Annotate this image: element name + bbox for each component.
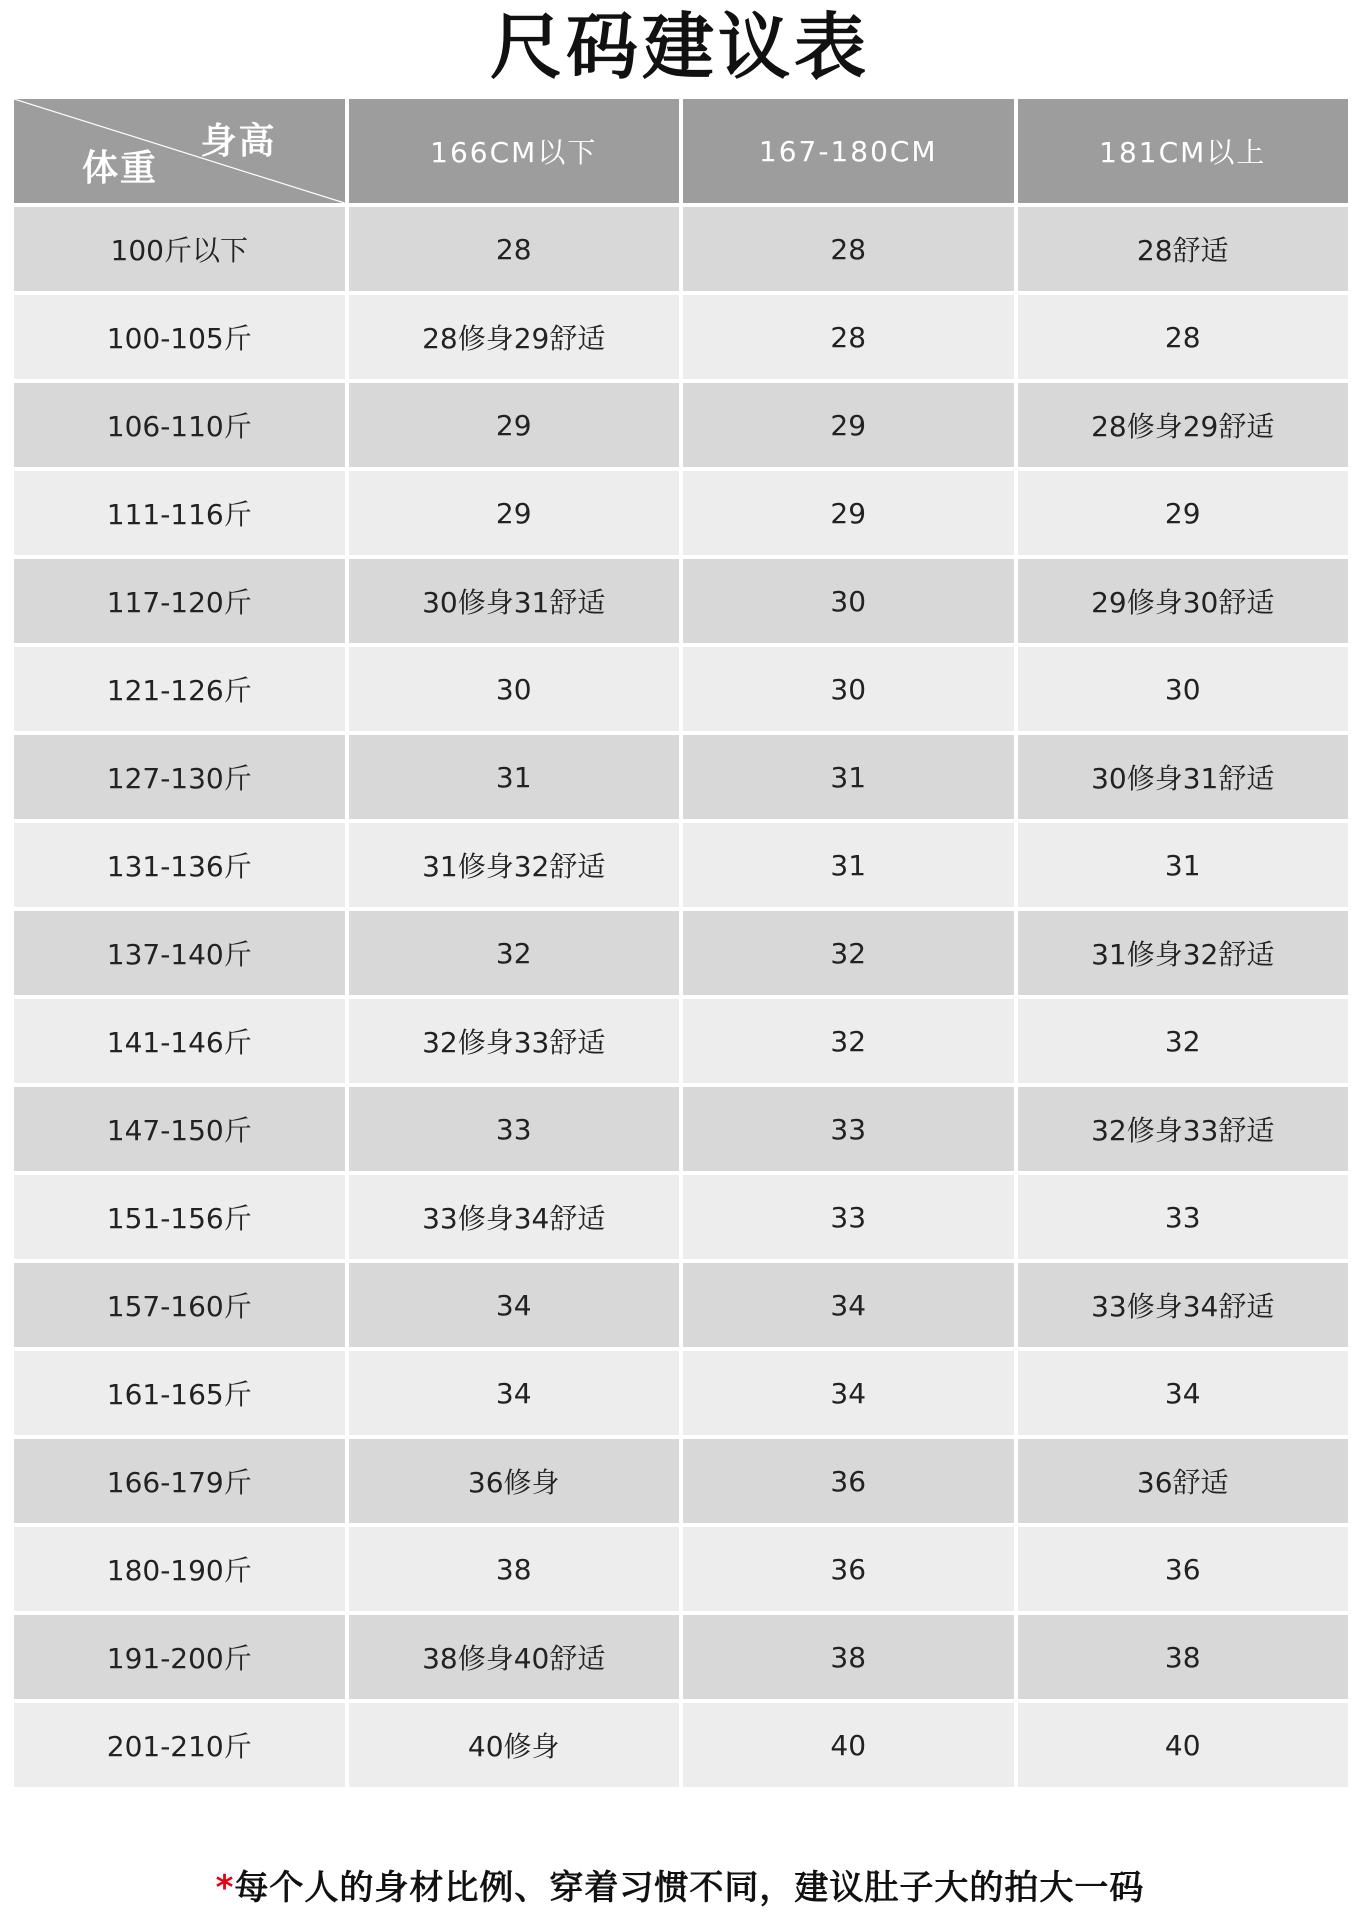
table-row bbox=[14, 1615, 1348, 1699]
table-row bbox=[14, 1703, 1348, 1787]
column-header: 181CM以上 bbox=[1018, 99, 1349, 203]
weight-cell: 100-105斤 bbox=[14, 295, 345, 379]
size-cell: 38修身40舒适 bbox=[349, 1615, 680, 1699]
size-cell: 32 bbox=[349, 911, 680, 995]
header-row bbox=[14, 99, 1348, 203]
corner-height-label: 身高 bbox=[200, 121, 277, 162]
star-icon: * bbox=[215, 1868, 235, 1908]
table-row bbox=[14, 1351, 1348, 1435]
size-cell: 28 bbox=[1018, 295, 1349, 379]
size-cell: 38 bbox=[683, 1615, 1014, 1699]
size-cell: 36 bbox=[683, 1527, 1014, 1611]
corner-header-cell bbox=[14, 99, 345, 203]
size-table bbox=[10, 95, 1352, 1791]
size-cell: 32修身33舒适 bbox=[349, 999, 680, 1083]
table-row bbox=[14, 207, 1348, 291]
size-cell: 38 bbox=[1018, 1615, 1349, 1699]
table-row bbox=[14, 471, 1348, 555]
column-header: 166CM以下 bbox=[349, 99, 680, 203]
size-cell: 34 bbox=[349, 1351, 680, 1435]
size-cell: 31 bbox=[349, 735, 680, 819]
weight-cell: 127-130斤 bbox=[14, 735, 345, 819]
table-row bbox=[14, 295, 1348, 379]
size-cell: 34 bbox=[683, 1263, 1014, 1347]
footer-note-text: 每个人的身材比例、穿着习惯不同，建议肚子大的拍大一码 bbox=[234, 1868, 1145, 1908]
size-cell: 29 bbox=[349, 471, 680, 555]
size-cell: 29 bbox=[349, 383, 680, 467]
size-cell: 28 bbox=[349, 207, 680, 291]
weight-cell: 147-150斤 bbox=[14, 1087, 345, 1171]
size-cell: 31 bbox=[683, 823, 1014, 907]
size-cell: 30修身31舒适 bbox=[1018, 735, 1349, 819]
weight-cell: 166-179斤 bbox=[14, 1439, 345, 1523]
size-cell: 31修身32舒适 bbox=[1018, 911, 1349, 995]
size-cell: 28舒适 bbox=[1018, 207, 1349, 291]
size-cell: 28 bbox=[683, 295, 1014, 379]
table-body bbox=[14, 207, 1348, 1787]
table-row bbox=[14, 823, 1348, 907]
size-cell: 31修身32舒适 bbox=[349, 823, 680, 907]
table-row bbox=[14, 1527, 1348, 1611]
size-cell: 32 bbox=[683, 999, 1014, 1083]
table-row bbox=[14, 999, 1348, 1083]
size-cell: 29 bbox=[683, 383, 1014, 467]
table-row bbox=[14, 1263, 1348, 1347]
table-row bbox=[14, 911, 1348, 995]
size-cell: 34 bbox=[349, 1263, 680, 1347]
table-row bbox=[14, 735, 1348, 819]
size-cell: 33 bbox=[349, 1087, 680, 1171]
size-cell: 40 bbox=[1018, 1703, 1349, 1787]
size-cell: 40 bbox=[683, 1703, 1014, 1787]
column-header: 167-180CM bbox=[683, 99, 1014, 203]
table-row bbox=[14, 383, 1348, 467]
size-cell: 33 bbox=[683, 1087, 1014, 1171]
weight-cell: 111-116斤 bbox=[14, 471, 345, 555]
size-cell: 33修身34舒适 bbox=[1018, 1263, 1349, 1347]
table-row bbox=[14, 1175, 1348, 1259]
size-cell: 34 bbox=[1018, 1351, 1349, 1435]
corner-weight-label: 体重 bbox=[82, 148, 159, 189]
weight-cell: 141-146斤 bbox=[14, 999, 345, 1083]
size-cell: 30修身31舒适 bbox=[349, 559, 680, 643]
weight-cell: 151-156斤 bbox=[14, 1175, 345, 1259]
weight-cell: 157-160斤 bbox=[14, 1263, 345, 1347]
size-cell: 28修身29舒适 bbox=[1018, 383, 1349, 467]
size-cell: 30 bbox=[683, 559, 1014, 643]
size-cell: 32修身33舒适 bbox=[1018, 1087, 1349, 1171]
size-cell: 31 bbox=[1018, 823, 1349, 907]
table-row bbox=[14, 559, 1348, 643]
size-cell: 34 bbox=[683, 1351, 1014, 1435]
weight-cell: 191-200斤 bbox=[14, 1615, 345, 1699]
weight-cell: 137-140斤 bbox=[14, 911, 345, 995]
size-cell: 29 bbox=[1018, 471, 1349, 555]
size-cell: 36 bbox=[683, 1439, 1014, 1523]
size-cell: 33 bbox=[1018, 1175, 1349, 1259]
weight-cell: 117-120斤 bbox=[14, 559, 345, 643]
weight-cell: 180-190斤 bbox=[14, 1527, 345, 1611]
size-cell: 36 bbox=[1018, 1527, 1349, 1611]
size-cell: 29 bbox=[683, 471, 1014, 555]
page-title: 尺码建议表 bbox=[489, 5, 870, 89]
size-cell: 33 bbox=[683, 1175, 1014, 1259]
size-cell: 38 bbox=[349, 1527, 680, 1611]
size-cell: 36修身 bbox=[349, 1439, 680, 1523]
table-row bbox=[14, 1439, 1348, 1523]
table-row bbox=[14, 647, 1348, 731]
weight-cell: 131-136斤 bbox=[14, 823, 345, 907]
size-cell: 32 bbox=[683, 911, 1014, 995]
size-cell: 28 bbox=[683, 207, 1014, 291]
size-cell: 28修身29舒适 bbox=[349, 295, 680, 379]
footer-note bbox=[0, 1860, 1360, 1909]
size-cell: 31 bbox=[683, 735, 1014, 819]
size-cell: 33修身34舒适 bbox=[349, 1175, 680, 1259]
size-cell: 30 bbox=[349, 647, 680, 731]
weight-cell: 121-126斤 bbox=[14, 647, 345, 731]
weight-cell: 100斤以下 bbox=[14, 207, 345, 291]
size-cell: 30 bbox=[1018, 647, 1349, 731]
size-cell: 29修身30舒适 bbox=[1018, 559, 1349, 643]
table-row bbox=[14, 1087, 1348, 1171]
size-cell: 30 bbox=[683, 647, 1014, 731]
diagonal-divider bbox=[14, 99, 345, 203]
size-cell: 40修身 bbox=[349, 1703, 680, 1787]
weight-cell: 161-165斤 bbox=[14, 1351, 345, 1435]
size-cell: 36舒适 bbox=[1018, 1439, 1349, 1523]
weight-cell: 201-210斤 bbox=[14, 1703, 345, 1787]
weight-cell: 106-110斤 bbox=[14, 383, 345, 467]
size-cell: 32 bbox=[1018, 999, 1349, 1083]
